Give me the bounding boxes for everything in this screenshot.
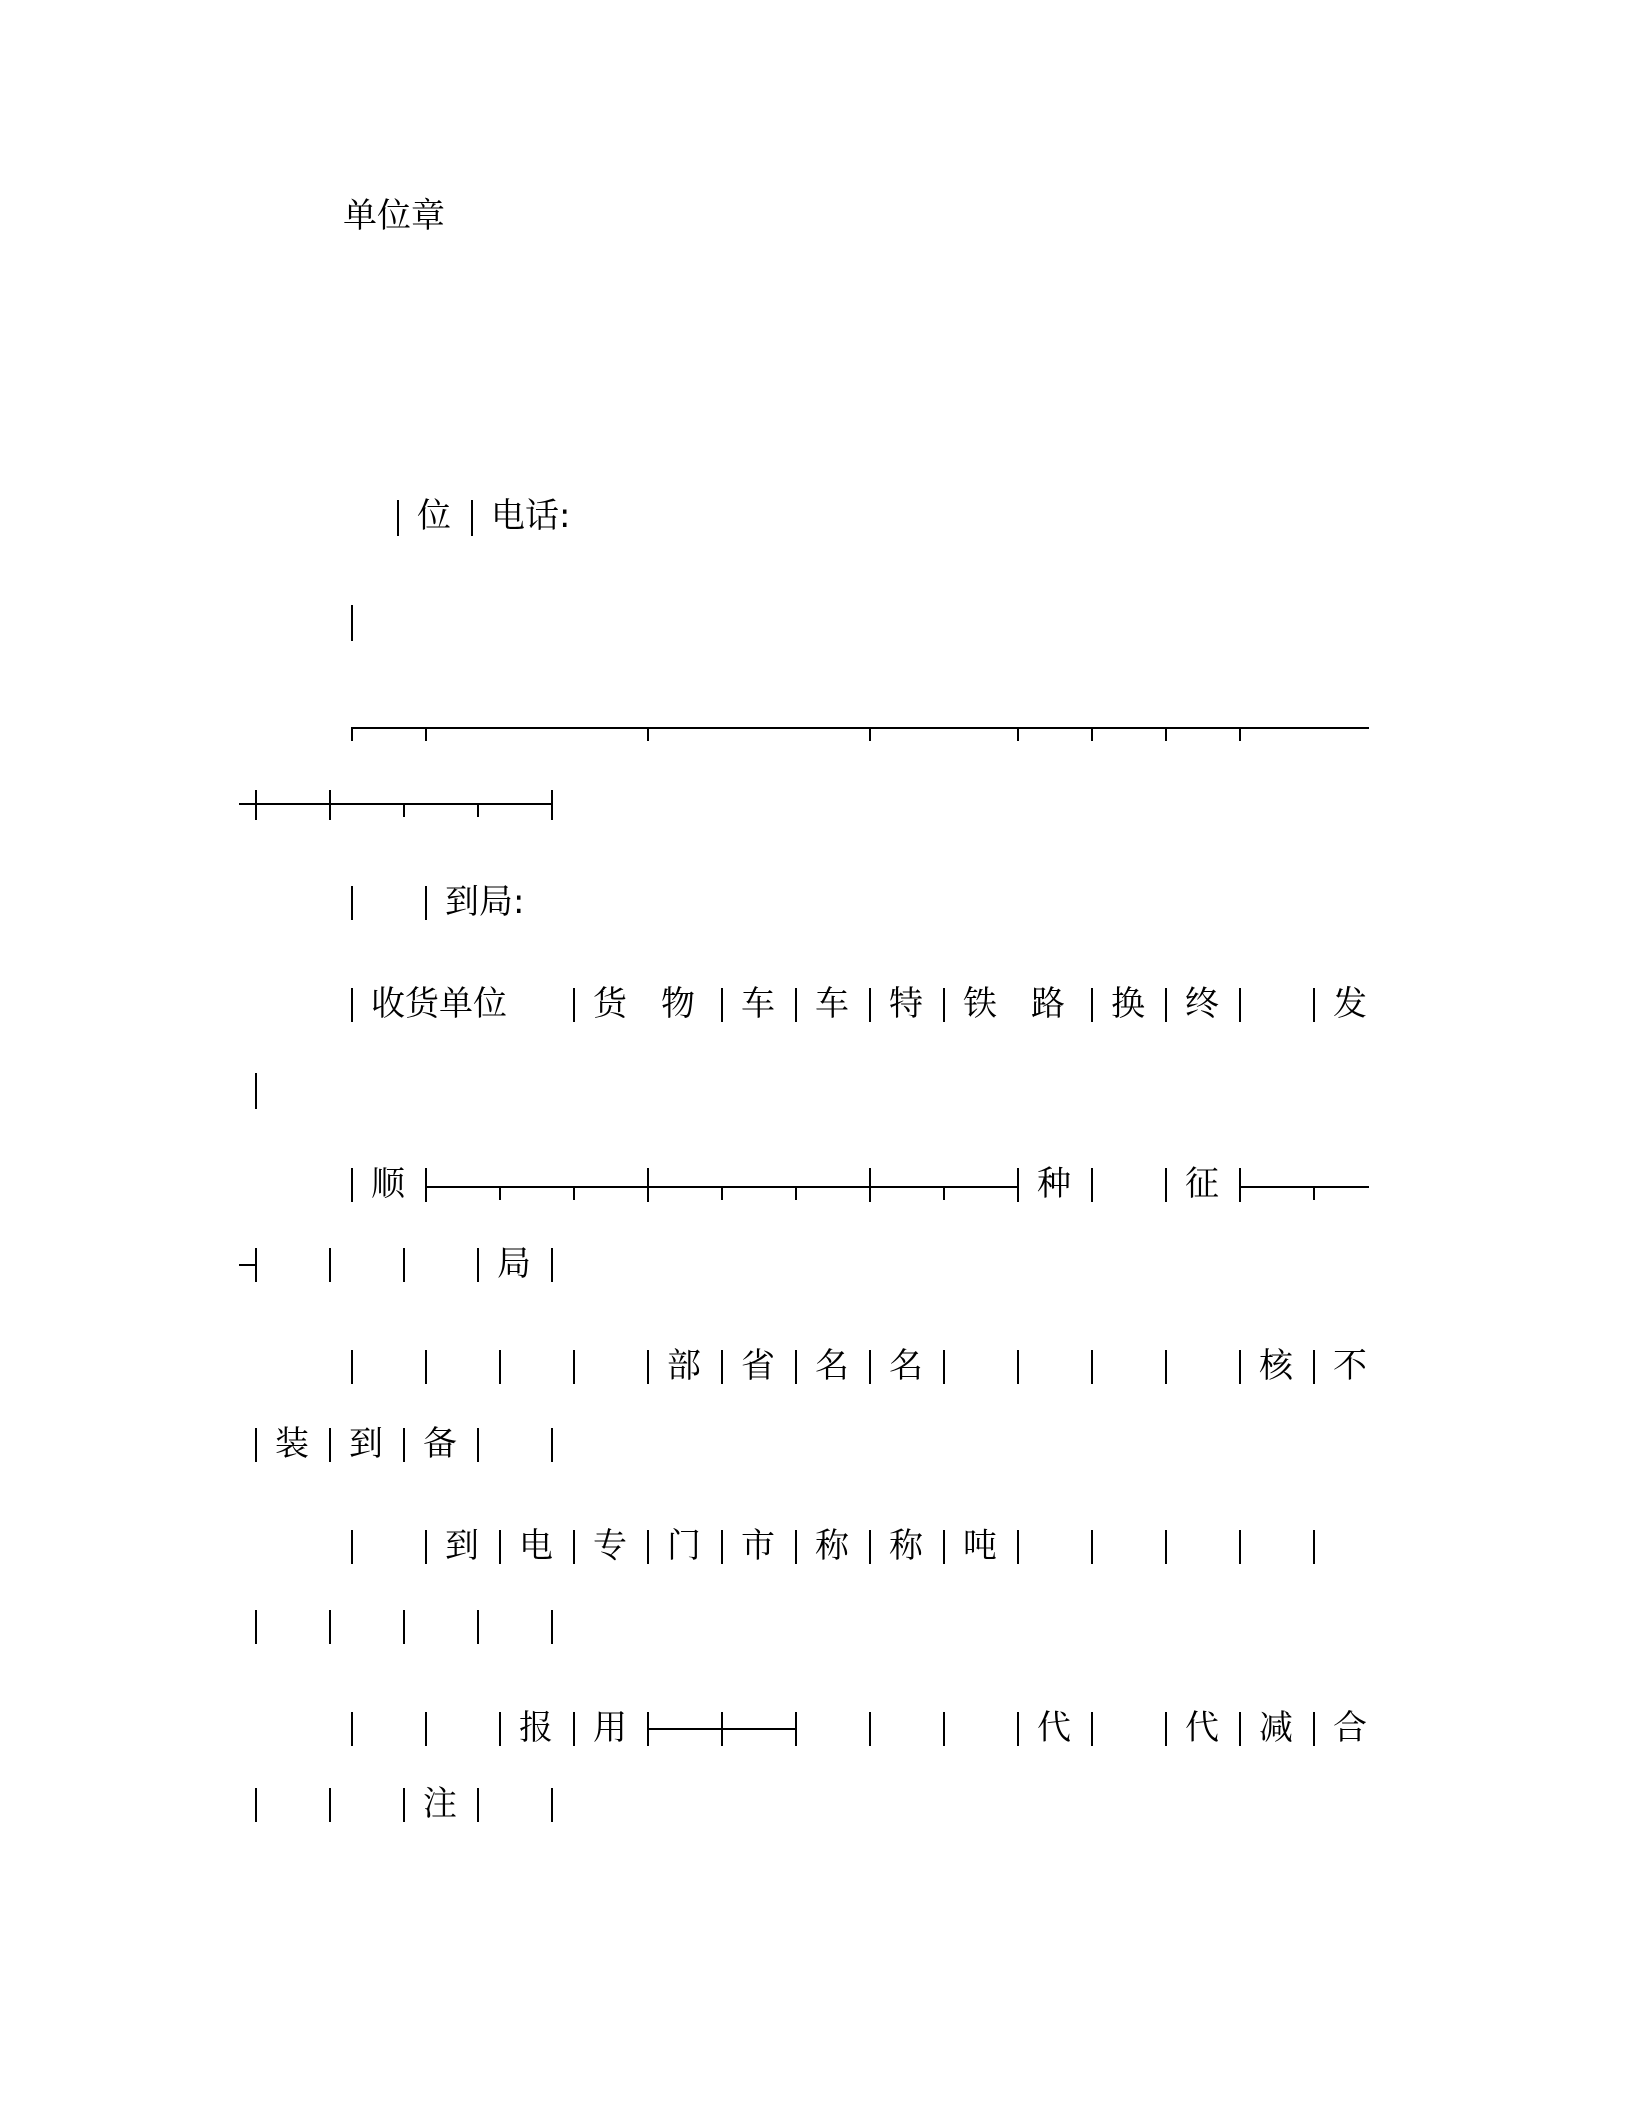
separator [1091, 1530, 1093, 1564]
row-cell: 市 [741, 1526, 775, 1566]
separator [255, 790, 257, 820]
rule-tick [425, 727, 427, 741]
separator [477, 1788, 479, 1822]
separator [1017, 1530, 1019, 1564]
row-cell: 吨 [963, 1526, 997, 1566]
row-cell: 顺 [371, 1164, 405, 1204]
table-rule [1239, 1186, 1369, 1188]
table-rule [239, 803, 553, 805]
rule-tick [499, 1186, 501, 1200]
separator [1313, 1350, 1315, 1384]
row-cell: 称 [815, 1526, 849, 1566]
row-cell: 代 [1185, 1708, 1219, 1748]
separator [351, 605, 353, 641]
row-cell: 省 [741, 1346, 775, 1386]
separator [1239, 988, 1241, 1022]
separator [1313, 1712, 1315, 1746]
separator [403, 1788, 405, 1822]
separator [573, 1530, 575, 1564]
separator [551, 1248, 553, 1282]
rule-tick [943, 1186, 945, 1200]
separator [403, 1428, 405, 1462]
separator [1017, 1712, 1019, 1746]
separator [795, 988, 797, 1022]
separator [573, 1350, 575, 1384]
separator [869, 1168, 871, 1202]
separator [351, 1530, 353, 1564]
row-cell: 报 [519, 1708, 553, 1748]
separator [397, 500, 399, 536]
separator [1165, 1530, 1167, 1564]
rule-tick [1165, 727, 1167, 741]
row-cell: 到 [445, 1526, 479, 1566]
separator [1239, 1530, 1241, 1564]
separator [1165, 1712, 1167, 1746]
row-cell: 合 [1333, 1708, 1367, 1748]
header-cell: 特 [889, 984, 923, 1024]
separator [795, 1350, 797, 1384]
row-cell: 名 [889, 1346, 923, 1386]
header-cell: 换 [1111, 984, 1145, 1024]
separator [551, 1788, 553, 1822]
rule-tick [869, 727, 871, 741]
rule-tick [351, 727, 353, 741]
rule-tick [1091, 727, 1093, 741]
separator [1091, 988, 1093, 1022]
separator [351, 1168, 353, 1202]
remarks-label: 注 [423, 1784, 457, 1824]
separator [551, 1610, 553, 1644]
separator [647, 1350, 649, 1384]
separator [329, 1788, 331, 1822]
phone-label: 电话: [491, 496, 571, 536]
table-rule [351, 727, 1369, 729]
separator [795, 1712, 797, 1746]
separator [255, 1428, 257, 1462]
header-cell: 车 [815, 984, 849, 1024]
row-cell: 局 [497, 1244, 531, 1284]
separator [1239, 1350, 1241, 1384]
separator [403, 1248, 405, 1282]
separator [329, 1428, 331, 1462]
separator [255, 1073, 257, 1109]
row-cell: 不 [1333, 1346, 1367, 1386]
header-cell: 车 [741, 984, 775, 1024]
separator [351, 1712, 353, 1746]
rule-tick [795, 1186, 797, 1200]
unit-label: 位 [417, 496, 451, 536]
row-cell: 备 [423, 1424, 457, 1464]
separator [351, 1350, 353, 1384]
rule-tick [1239, 727, 1241, 741]
separator [425, 1712, 427, 1746]
rule-tick [477, 803, 479, 817]
separator [721, 1712, 723, 1746]
separator [869, 1530, 871, 1564]
separator [425, 1530, 427, 1564]
separator [499, 1350, 501, 1384]
railway-label: 铁 路 [963, 984, 1065, 1024]
arrival-bureau-label: 到局: [445, 882, 525, 922]
separator [1165, 988, 1167, 1022]
separator [1091, 1712, 1093, 1746]
rule-tick [647, 727, 649, 741]
separator [647, 1530, 649, 1564]
separator [255, 1788, 257, 1822]
separator [1239, 1712, 1241, 1746]
goods-label: 货 物 [593, 984, 695, 1024]
separator [329, 790, 331, 820]
row-cell: 种 [1037, 1164, 1071, 1204]
separator [1091, 1350, 1093, 1384]
separator [1017, 1168, 1019, 1202]
separator [499, 1712, 501, 1746]
row-cell: 门 [667, 1526, 701, 1566]
separator [943, 1350, 945, 1384]
separator [477, 1428, 479, 1462]
consignee-label: 收货单位 [371, 984, 507, 1024]
separator [351, 886, 353, 920]
row-cell: 名 [815, 1346, 849, 1386]
row-cell: 部 [667, 1346, 701, 1386]
separator [403, 1610, 405, 1644]
row-cell: 核 [1259, 1346, 1293, 1386]
rule-tick [1313, 1186, 1315, 1200]
separator [499, 1530, 501, 1564]
separator [255, 1610, 257, 1644]
separator [1091, 1168, 1093, 1202]
row-cell: 专 [593, 1526, 627, 1566]
row-cell: 用 [593, 1708, 627, 1748]
separator [477, 1248, 479, 1282]
rule-tick [573, 1186, 575, 1200]
separator [551, 1428, 553, 1462]
separator [351, 988, 353, 1022]
separator [1313, 988, 1315, 1022]
separator [255, 1248, 257, 1282]
separator [869, 1350, 871, 1384]
separator [573, 1712, 575, 1746]
row-cell: 减 [1259, 1708, 1293, 1748]
header-cell: 发 [1333, 984, 1367, 1024]
separator [425, 1168, 427, 1202]
separator [1313, 1530, 1315, 1564]
separator [721, 1530, 723, 1564]
seal-label: 单位章 [343, 196, 445, 236]
separator [647, 1168, 649, 1202]
separator [1239, 1168, 1241, 1202]
rule-tick [721, 1186, 723, 1200]
row-cell: 电 [519, 1526, 553, 1566]
row-cell: 征 [1185, 1164, 1219, 1204]
separator [869, 988, 871, 1022]
row-cell: 到 [349, 1424, 383, 1464]
separator [1165, 1168, 1167, 1202]
separator [329, 1248, 331, 1282]
separator [329, 1610, 331, 1644]
separator [795, 1530, 797, 1564]
separator [1017, 1350, 1019, 1384]
separator [943, 1530, 945, 1564]
separator [425, 886, 427, 920]
separator [573, 988, 575, 1022]
row-cell: 称 [889, 1526, 923, 1566]
table-rule [239, 1264, 255, 1266]
row-cell: 装 [275, 1424, 309, 1464]
separator [1165, 1350, 1167, 1384]
row-cell: 代 [1037, 1708, 1071, 1748]
separator [425, 1350, 427, 1384]
separator [551, 790, 553, 820]
separator [721, 1350, 723, 1384]
separator [721, 988, 723, 1022]
separator [477, 1610, 479, 1644]
separator [943, 988, 945, 1022]
rule-tick [403, 803, 405, 817]
rule-tick [1017, 727, 1019, 741]
separator [869, 1712, 871, 1746]
header-cell: 终 [1185, 984, 1219, 1024]
separator [943, 1712, 945, 1746]
separator [471, 500, 473, 536]
